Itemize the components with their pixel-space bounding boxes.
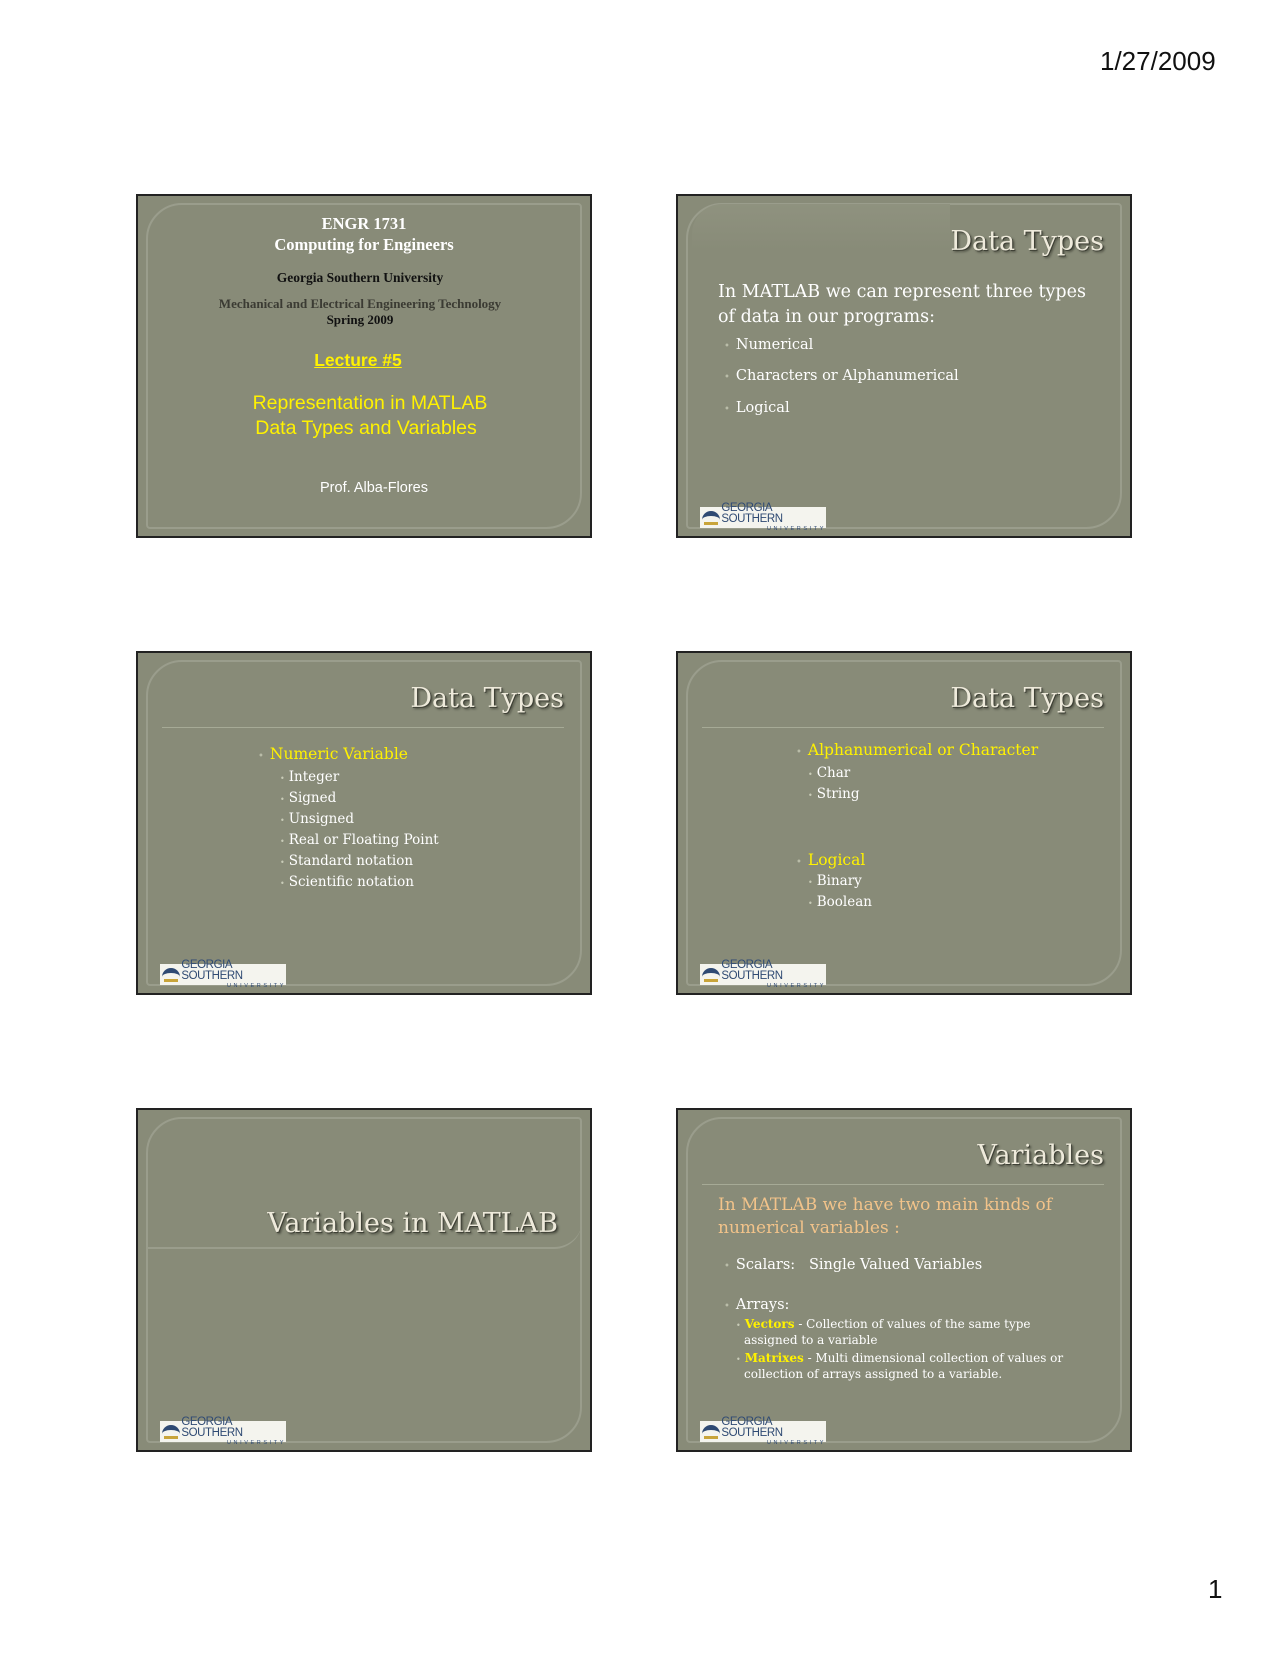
list-item: • Boolean [808,894,872,910]
georgia-southern-logo: GEORGIA SOUTHERN UNIVERSITY [700,964,826,985]
topic-line-2: Data Types and Variables [255,417,477,439]
department-name: Mechanical and Electrical Engineering Technology [218,296,502,311]
eagle-logo-icon [702,968,720,982]
bullet-icon: • [280,858,285,867]
bullet-icon: • [724,372,730,383]
list-item: • Characters or Alphanumerical [724,368,959,384]
georgia-southern-logo: GEORGIA SOUTHERN UNIVERSITY [160,1421,286,1442]
bullet-icon: • [280,837,285,846]
bullet-icon: • [280,795,285,804]
list-heading: • Numeric Variable [258,745,408,763]
list-item: • Logical [724,400,790,416]
list-item: • Matrixes - Multi dimensional collection of values or collection of arrays assigned to a variable. [736,1351,1064,1381]
georgia-southern-logo: GEORGIA SOUTHERN UNIVERSITY [700,507,826,528]
bullet-icon: • [724,1301,730,1312]
slide-section-variables [136,1108,592,1452]
term: Spring 2009 [326,312,394,327]
course-name: Computing for Engineers [274,235,454,254]
slide-char-logical-types [676,651,1132,995]
page-date: 1/27/2009 [1100,46,1216,76]
slide-numeric-types [136,651,592,995]
professor: Prof. Alba-Flores [320,480,428,496]
slide-title: Data Types [410,683,564,714]
bullet-icon: • [808,878,813,887]
list-heading: • Logical [796,851,866,869]
bullet-icon: • [796,857,802,868]
university-name: Georgia Southern University [276,270,444,285]
slide-data-types-overview [676,194,1132,538]
bullet-icon: • [280,774,285,783]
slide-variables [676,1108,1132,1452]
list-item: • Unsigned [280,811,355,827]
slide-title: Data Types [950,226,1104,257]
bullet-icon: • [280,816,285,825]
topic-line-1: Representation in MATLAB [252,392,488,414]
eagle-logo-icon [162,968,180,982]
section-title: Variables in MATLAB [267,1208,558,1239]
list-item: • Vectors - Collection of values of the same type assigned to a variable [736,1317,1031,1347]
georgia-southern-logo: GEORGIA SOUTHERN UNIVERSITY [160,964,286,985]
lecture-number: Lecture #5 [314,350,402,370]
bullet-icon: • [808,899,813,908]
list-item: • Scalars: Single Valued Variables [724,1257,983,1273]
list-heading: • Alphanumerical or Character [796,741,1039,759]
bullet-icon: • [736,1355,741,1364]
course-code: ENGR 1731 [321,214,407,233]
bullet-icon: • [736,1321,741,1330]
bullet-icon: • [808,770,813,779]
bullet-icon: • [724,341,730,352]
bullet-icon: • [724,1261,730,1272]
list-item: • Signed [280,790,337,806]
bullet-icon: • [258,751,264,762]
list-item: • Binary [808,873,862,889]
slide-intro: In MATLAB we have two main kinds of numerical variables : [718,1195,1053,1238]
list-item: • Standard notation [280,853,414,869]
georgia-southern-logo: GEORGIA SOUTHERN UNIVERSITY [700,1421,826,1442]
list-item: • Integer [280,769,340,785]
slide-title: Variables [977,1140,1104,1171]
bullet-icon: • [808,791,813,800]
slide-intro: In MATLAB we can represent three types of data in our programs: [718,282,1086,327]
list-item: • Char [808,765,851,781]
slide-title: Data Types [950,683,1104,714]
eagle-logo-icon [162,1425,180,1439]
list-item: • Numerical [724,337,814,353]
list-item: • String [808,786,860,802]
bullet-icon: • [280,879,285,888]
bullet-icon: • [796,747,802,758]
page-number: 1 [1208,1574,1223,1604]
eagle-logo-icon [702,511,720,525]
list-item: • Arrays: [724,1297,790,1313]
eagle-logo-icon [702,1425,720,1439]
list-item: • Real or Floating Point [280,832,439,848]
list-item: • Scientific notation [280,874,414,890]
slide-title-page [136,194,592,538]
bullet-icon: • [724,404,730,415]
